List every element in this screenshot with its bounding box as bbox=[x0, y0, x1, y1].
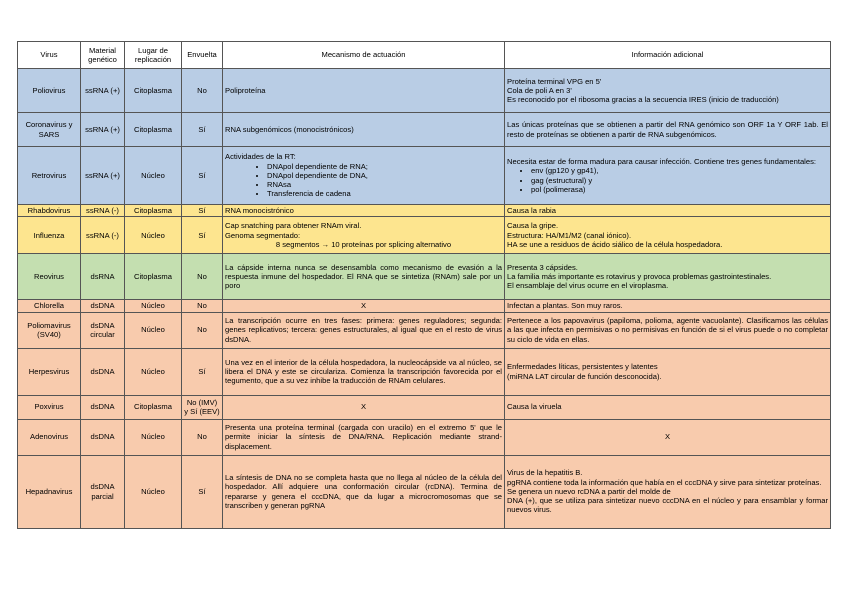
cell-mecanismo: X bbox=[223, 395, 505, 419]
mecanismo-line: Cap snatching para obtener RNAm viral. bbox=[225, 221, 362, 231]
cell-envuelta: Sí bbox=[182, 147, 223, 205]
info-line: Virus de la hepatitis B. bbox=[507, 468, 583, 478]
list-item: • RNAsa bbox=[267, 180, 502, 189]
cell-virus: Poliovirus bbox=[18, 69, 81, 113]
cell-envuelta: No bbox=[182, 69, 223, 113]
list-item: • env (gp120 y gp41), bbox=[531, 166, 828, 175]
header-lugar: Lugar de replicación bbox=[125, 42, 182, 69]
header-row bbox=[18, 42, 831, 69]
cell-virus: Retrovirus bbox=[18, 147, 81, 205]
cell-virus: Adenovirus bbox=[18, 419, 81, 455]
cell-mecanismo: La síntesis de DNA no se completa hasta que no llega al núcleo de la célula del hospedador. Allí adquiere una conformación circular (rcDNA). Termina de repararse y genera el cccDNA, que da lugar a microcromosomas que se transcriben y generan pgRNA bbox=[223, 455, 505, 528]
cell-info: Causa la rabia bbox=[505, 205, 831, 217]
cell-material: dsDNA bbox=[81, 300, 125, 312]
cell-lugar: Citoplasma bbox=[125, 69, 182, 113]
cell-info: Pertenece a los papovavirus (papiloma, polioma, agente vacuolante). Clasificamos las células a las que infecta en permisivas o no permisivas en función de si el virus puede o no completar su ciclo de vida en ellas. bbox=[505, 312, 831, 348]
cell-material: dsDNA bbox=[81, 419, 125, 455]
table-row bbox=[18, 113, 831, 147]
list-item: • DNApol dependiente de RNA; bbox=[267, 162, 502, 171]
cell-virus: Poliomavirus (SV40) bbox=[18, 312, 81, 348]
cell-lugar: Citoplasma bbox=[125, 113, 182, 147]
cell-info bbox=[505, 217, 831, 254]
cell-mecanismo: Poliproteína bbox=[223, 69, 505, 113]
cell-info: Causa la viruela bbox=[505, 395, 831, 419]
cell-mecanismo: La transcripción ocurre en tres fases: primera: genes reguladores; segunda: genes replicativos; tercera: genes estructurales, al igual que en el resto de virus dsDNA. bbox=[223, 312, 505, 348]
mecanismo-line: Genoma segmentado: bbox=[225, 230, 301, 240]
table-row bbox=[18, 205, 831, 217]
cell-info: X bbox=[505, 419, 831, 455]
info-line: Estructura: HA/M1/M2 (canal iónico). bbox=[507, 230, 632, 240]
cell-lugar: Citoplasma bbox=[125, 254, 182, 300]
cell-envuelta: Sí bbox=[182, 217, 223, 254]
mecanismo-line: 8 segmentos → 10 proteínas por splicing alternativo bbox=[275, 239, 452, 249]
table-row bbox=[18, 254, 831, 300]
cell-mecanismo: X bbox=[223, 300, 505, 312]
cell-envuelta: No bbox=[182, 419, 223, 455]
info-line: La familia más importante es rotavirus y provoca problemas gastrointestinales. bbox=[507, 272, 772, 282]
info-intro: Necesita estar de forma madura para causar infección. Contiene tres genes fundamentales: bbox=[507, 157, 816, 166]
table-row bbox=[18, 419, 831, 455]
table-row bbox=[18, 300, 831, 312]
cell-envuelta: No bbox=[182, 254, 223, 300]
cell-mecanismo: RNA subgenómicos (monocistrónicos) bbox=[223, 113, 505, 147]
cell-envuelta: Sí bbox=[182, 113, 223, 147]
cell-material: dsDNA circular bbox=[81, 312, 125, 348]
info-line: (miRNA LAT circular de función desconocida). bbox=[507, 371, 662, 381]
cell-virus: Poxvirus bbox=[18, 395, 81, 419]
info-line: DNA (+), que se utiliza para sintetizar nuevo cccDNA en el núcleo y para ensamblar y formar nuevos virus. bbox=[507, 496, 828, 515]
cell-envuelta: Sí bbox=[182, 348, 223, 395]
cell-mecanismo: Presenta una proteína terminal (cargada con uracilo) en el extremo 5' que le permite iniciar la síntesis de DNA/RNA. Replicación mediante strand-displacement. bbox=[223, 419, 505, 455]
cell-lugar: Núcleo bbox=[125, 419, 182, 455]
table-row bbox=[18, 312, 831, 348]
header-mecanismo: Mecanismo de actuación bbox=[223, 42, 505, 69]
cell-mecanismo: Una vez en el interior de la célula hospedadora, la nucleocápside va al núcleo, se libera el DNA y este se circulariza. Comienza la transcripción favorecida por el tegumento, que a su vez inhibe la traducción de RNAm celulares. bbox=[223, 348, 505, 395]
header-virus: Virus bbox=[18, 42, 81, 69]
info-line: Proteína terminal VPG en 5' bbox=[507, 76, 602, 86]
cell-material: dsDNA bbox=[81, 348, 125, 395]
info-line: HA se une a residuos de ácido siálico de la célula hospedadora. bbox=[507, 239, 723, 249]
cell-mecanismo: La cápside interna nunca se desensambla como mecanismo de evasión a la respuesta inmune del hospedador. El RNA que se sintetiza (RNAm) sale por un poro bbox=[223, 254, 505, 300]
table-row bbox=[18, 217, 831, 254]
cell-envuelta: Sí bbox=[182, 455, 223, 528]
info-line: Es reconocido por el ribosoma gracias a la secuencia IRES (inicio de traducción) bbox=[507, 95, 779, 105]
info-line: Enfermedades líticas, persistentes y latentes bbox=[507, 362, 658, 372]
cell-material: ssRNA (+) bbox=[81, 113, 125, 147]
header-info: Información adicional bbox=[505, 42, 831, 69]
cell-envuelta: No bbox=[182, 312, 223, 348]
cell-virus: Herpesvirus bbox=[18, 348, 81, 395]
cell-info: Infectan a plantas. Son muy raros. bbox=[505, 300, 831, 312]
cell-lugar: Núcleo bbox=[125, 217, 182, 254]
cell-virus: Coronavirus y SARS bbox=[18, 113, 81, 147]
cell-mecanismo bbox=[223, 147, 505, 205]
info-line: pgRNA contiene toda la información que había en el cccDNA y sirve para sintetizar proteínas. bbox=[507, 477, 822, 487]
cell-info bbox=[505, 147, 831, 205]
list-item: • pol (polimerasa) bbox=[531, 185, 828, 194]
info-line: Causa la gripe. bbox=[507, 221, 559, 231]
info-line: Se genera un nuevo rcDNA a partir del molde de bbox=[507, 486, 671, 496]
mecanismo-intro: Actividades de la RT: bbox=[225, 152, 296, 162]
genes-list bbox=[507, 166, 828, 194]
header-material: Material genético bbox=[81, 42, 125, 69]
table-row bbox=[18, 147, 831, 205]
cell-lugar: Núcleo bbox=[125, 312, 182, 348]
header-envuelta: Envuelta bbox=[182, 42, 223, 69]
cell-virus: Reovirus bbox=[18, 254, 81, 300]
cell-info: Las únicas proteínas que se obtienen a partir del RNA genómico son ORF 1a Y ORF 1ab. El resto de proteínas se obtienen a partir de RNA subgenómicos. bbox=[505, 113, 831, 147]
cell-envuelta: Sí bbox=[182, 205, 223, 217]
cell-lugar: Núcleo bbox=[125, 147, 182, 205]
cell-material: ssRNA (-) bbox=[81, 205, 125, 217]
cell-material: dsDNA parcial bbox=[81, 455, 125, 528]
cell-lugar: Citoplasma bbox=[125, 395, 182, 419]
rt-activities-list bbox=[225, 162, 502, 199]
info-line: Cola de poli A en 3' bbox=[507, 85, 572, 95]
cell-info bbox=[505, 348, 831, 395]
table-row bbox=[18, 455, 831, 528]
table-row bbox=[18, 348, 831, 395]
cell-info bbox=[505, 69, 831, 113]
cell-material: ssRNA (+) bbox=[81, 69, 125, 113]
cell-envuelta: No (IMV) y Sí (EEV) bbox=[182, 395, 223, 419]
table-row bbox=[18, 69, 831, 113]
cell-virus: Rhabdovirus bbox=[18, 205, 81, 217]
virus-table bbox=[17, 41, 831, 529]
cell-virus: Influenza bbox=[18, 217, 81, 254]
cell-lugar: Núcleo bbox=[125, 455, 182, 528]
table-row bbox=[18, 395, 831, 419]
cell-mecanismo bbox=[223, 217, 505, 254]
list-item: • DNApol dependiente de DNA, bbox=[267, 171, 502, 180]
cell-lugar: Núcleo bbox=[125, 348, 182, 395]
list-item: • gag (estructural) y bbox=[531, 176, 828, 185]
list-item: • Transferencia de cadena bbox=[267, 189, 502, 198]
cell-mecanismo: RNA monocistrónico bbox=[223, 205, 505, 217]
cell-material: dsDNA bbox=[81, 395, 125, 419]
info-line: El ensamblaje del virus ocurre en el viroplasma. bbox=[507, 281, 669, 291]
cell-material: ssRNA (+) bbox=[81, 147, 125, 205]
cell-virus: Hepadnavirus bbox=[18, 455, 81, 528]
cell-lugar: Citoplasma bbox=[125, 205, 182, 217]
cell-virus: Chlorella bbox=[18, 300, 81, 312]
cell-lugar: Núcleo bbox=[125, 300, 182, 312]
cell-info bbox=[505, 254, 831, 300]
cell-material: dsRNA bbox=[81, 254, 125, 300]
cell-material: ssRNA (-) bbox=[81, 217, 125, 254]
cell-envuelta: No bbox=[182, 300, 223, 312]
cell-info bbox=[505, 455, 831, 528]
info-line: Presenta 3 cápsides. bbox=[507, 262, 578, 272]
